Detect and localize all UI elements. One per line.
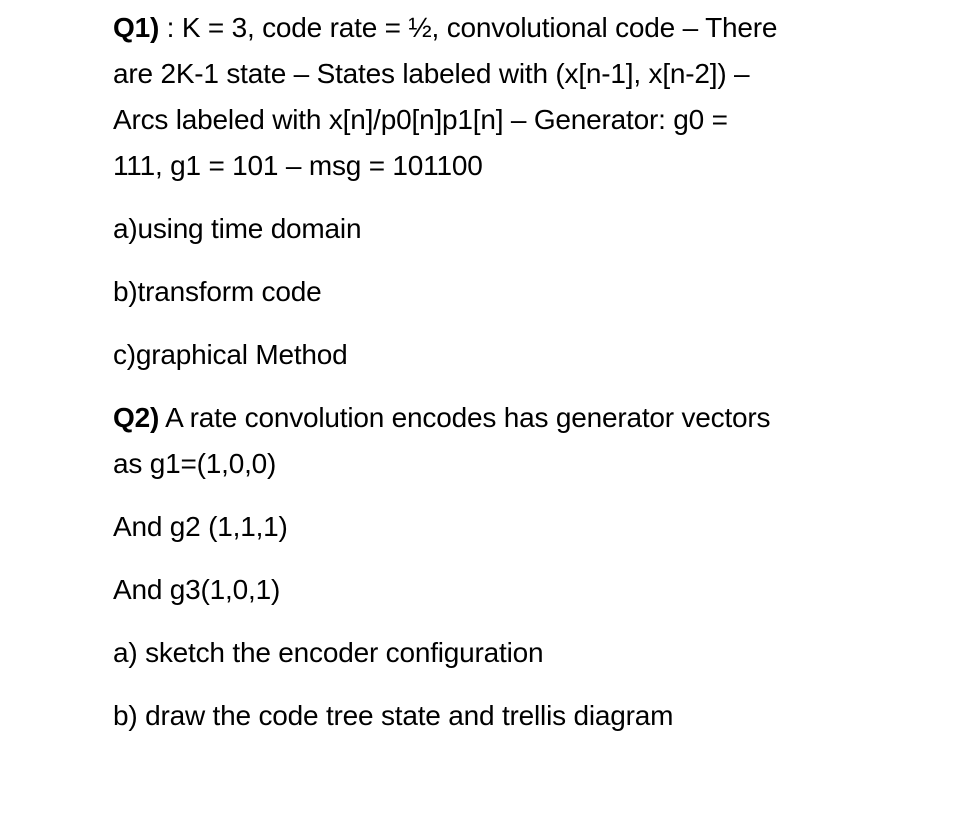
q2-g2-line: And g2 (1,1,1) bbox=[113, 511, 288, 542]
q2-part-b: b) draw the code tree state and trellis diagram bbox=[113, 700, 674, 731]
q2-line-1 bbox=[113, 395, 929, 441]
q2-line-1-text: A rate convolution encodes has generator vectors bbox=[159, 402, 771, 433]
q1-part-c: c)graphical Method bbox=[113, 339, 348, 370]
q2-part-a: a) sketch the encoder configuration bbox=[113, 637, 544, 668]
q2-line-2: as g1=(1,0,0) bbox=[113, 448, 277, 479]
q1-part-b: b)transform code bbox=[113, 276, 322, 307]
q1-line-1 bbox=[113, 5, 929, 51]
q1-label: Q1) bbox=[113, 12, 160, 43]
q1-line-2: are 2K-1 state – States labeled with (x[n-1], x[n-2]) – bbox=[113, 58, 750, 89]
q1-line-4: 111, g1 = 101 – msg = 101100 bbox=[113, 150, 483, 181]
q1-paragraph bbox=[113, 5, 929, 189]
q2-paragraph bbox=[113, 395, 929, 487]
q2-label: Q2) bbox=[113, 402, 160, 433]
q2-g3-line: And g3(1,0,1) bbox=[113, 574, 281, 605]
q1-part-a: a)using time domain bbox=[113, 213, 362, 244]
q1-line-3: Arcs labeled with x[n]/p0[n]p1[n] – Generator: g0 = bbox=[113, 104, 728, 135]
q1-line-1-text: : K = 3, code rate = ½, convolutional code – There bbox=[159, 12, 778, 43]
